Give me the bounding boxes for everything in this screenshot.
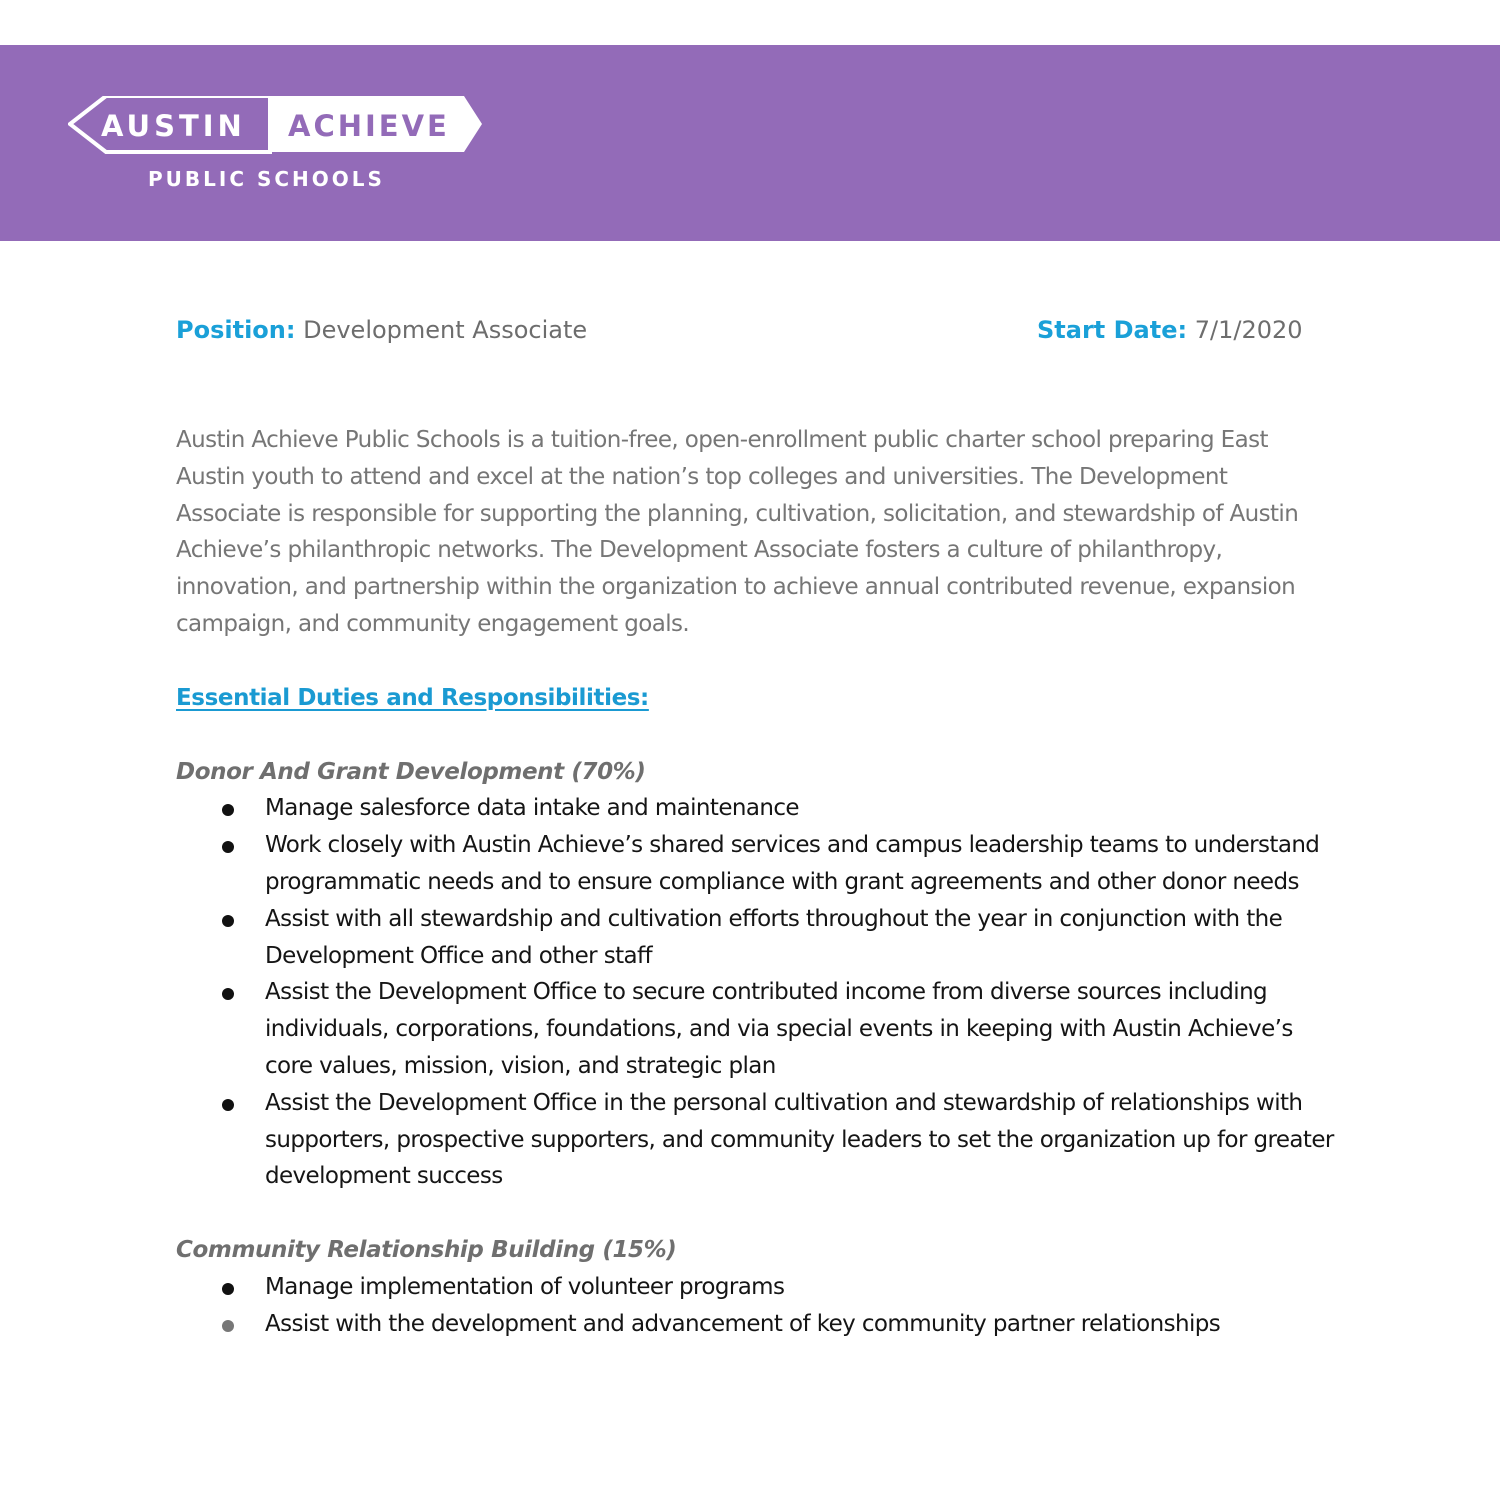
position-label: Position: [176, 316, 296, 344]
list-item-text: Manage salesforce data intake and maintenance [265, 795, 799, 822]
list-item [176, 1269, 1336, 1306]
list-item-text: Assist the Development Office in the personal cultivation and stewardship of relationships with supporters, prospective supporters, and community leaders to set the organization up for greater development success [265, 1089, 1334, 1190]
start-date-value: 7/1/2020 [1194, 316, 1303, 344]
bullet-icon [222, 1283, 234, 1295]
list-item [176, 1085, 1336, 1195]
logo-word-austin: AUSTIN [101, 109, 246, 143]
list-item-text: Manage implementation of volunteer programs [265, 1273, 785, 1300]
list-item-text: Assist the Development Office to secure contributed income from diverse sources including individuals, corporations, foundations, and via special events in keeping with Austin Achieve’s core values, mission, vision, and strategic plan [265, 979, 1293, 1079]
list-item [176, 827, 1336, 901]
header-banner [0, 45, 1500, 241]
start-date-label: Start Date: [1037, 316, 1188, 344]
donor-grant-list [176, 790, 1336, 1195]
bullet-icon [222, 1099, 234, 1111]
section-title-community: Community Relationship Building (15%) [176, 1237, 677, 1264]
list-item-text: Work closely with Austin Achieve’s shared services and campus leadership teams to understand programmatic needs and to ensure compliance with grant agreements and other donor needs [265, 832, 1320, 895]
community-list [176, 1269, 1336, 1343]
bullet-icon [222, 841, 234, 853]
position-field [176, 313, 587, 347]
start-date-field [1037, 313, 1303, 347]
list-item-text: Assist with the development and advancement of key community partner relationships [265, 1310, 1221, 1337]
list-item [176, 1306, 1336, 1343]
list-item [176, 901, 1336, 975]
logo-word-achieve: ACHIEVE [288, 109, 450, 143]
list-item [176, 974, 1336, 1084]
list-item-text: Assist with all stewardship and cultivation efforts throughout the year in conjunction with the Development Office and other staff [265, 905, 1283, 969]
position-value: Development Associate [303, 316, 588, 344]
bullet-icon [222, 804, 234, 816]
job-description [176, 422, 1336, 1343]
section-title-donor-grant: Donor And Grant Development (70%) [176, 758, 646, 785]
bullet-icon [222, 915, 234, 927]
logo-subtitle: PUBLIC SCHOOLS [148, 167, 385, 191]
intro-paragraph: Austin Achieve Public Schools is a tuition-free, open-enrollment public charter school preparing East Austin youth to attend and excel at the nation’s top colleges and universities. The Development Associate is responsible for supporting the planning, cultivation, solicitation, and stewardship of Austin Achieve’s philanthropic networks. The Development Associate fosters a culture of philanthropy, innovation, and partnership within the organization to achieve annual contributed revenue, expansion campaign, and community engagement goals. [176, 427, 1299, 637]
list-item [176, 790, 1336, 827]
bullet-icon [222, 988, 234, 1000]
duties-heading: Essential Duties and Responsibilities: [176, 684, 649, 711]
bullet-icon [222, 1320, 234, 1332]
